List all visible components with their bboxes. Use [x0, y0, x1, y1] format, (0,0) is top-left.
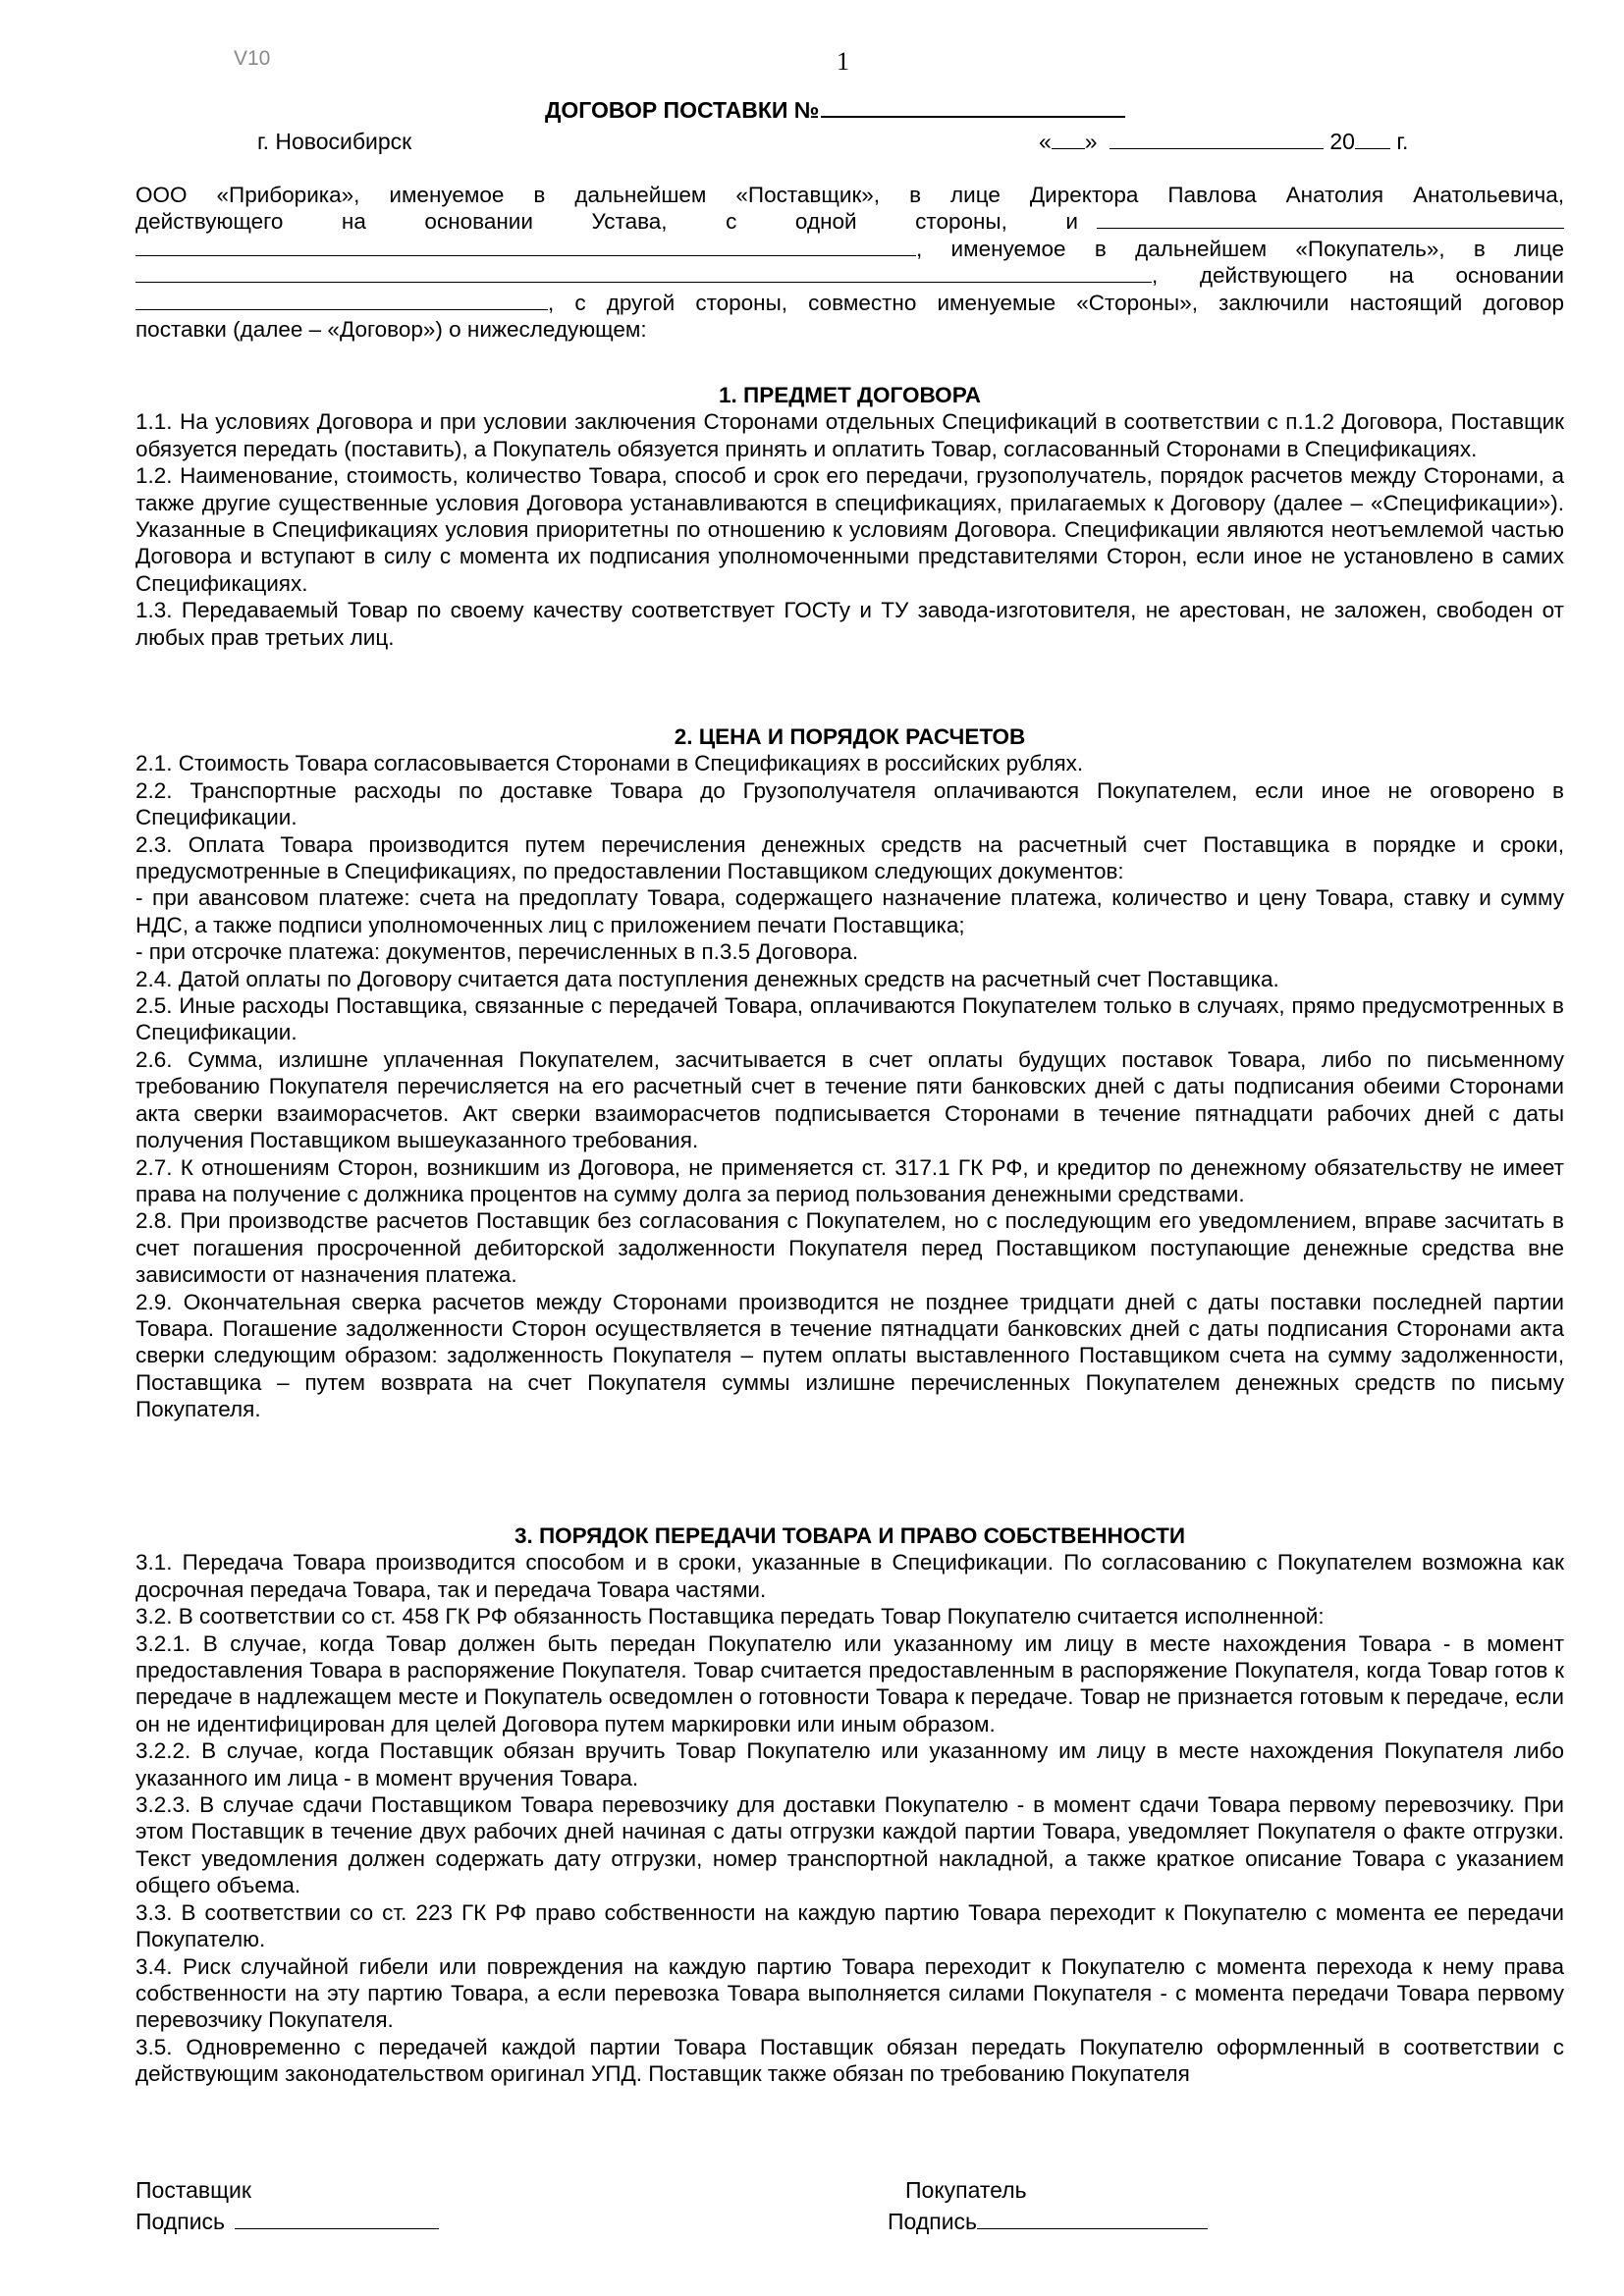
clause: 2.2. Транспортные расходы по доставке Товара до Грузополучателя оплачиваются Покупателем, если иное не оговорено в Спецификации. — [135, 777, 1564, 830]
preamble-line-1: ООО «Приборика», именуемое в дальнейшем «Поставщик», в лице Директора Павлова Анатолия Анатольевича, — [135, 183, 1564, 207]
clause-bullet: - при авансовом платеже: счета на предоплату Товара, содержащего назначение платежа, количество и цену Товара, ставку и сумму НДС, а также подписи уполномоченных лиц с приложением печати Поставщика; — [135, 885, 1564, 937]
clause: 3.3. В соответствии со ст. 223 ГК РФ право собственности на каждую партию Товара переходит к Покупателю с момента ее передачи Покупателю. — [135, 1899, 1564, 1952]
clause-bullet: - при отсрочке платежа: документов, перечисленных в п.3.5 Договора. — [135, 939, 859, 965]
clause: 1.3. Передаваемый Товар по своему качеству соответствует ГОСТу и ТУ завода-изготовителя, не арестован, не заложен, свободен от любых прав третьих лиц. — [135, 598, 1564, 650]
preamble-line-3 — [135, 236, 1564, 262]
buyer-representative-blank — [135, 263, 1152, 283]
contract-title — [545, 97, 1125, 124]
clause: 3.2. В соответствии со ст. 458 ГК РФ обязанность Поставщика передать Товар Покупателю считается исполненной: — [135, 1604, 1325, 1629]
preamble-line-4-text: , действующего на основании — [1152, 263, 1564, 289]
buyer-name-blank-1 — [1097, 209, 1564, 229]
clause: 2.7. К отношениям Сторон, возникшим из Договора, не применяется ст. 317.1 ГК РФ, и кредитор по денежному обязательству не имеет права на получение с должника процентов на сумму долга за период пользования денежными средствами. — [135, 1154, 1564, 1206]
buyer-name-blank-2 — [135, 237, 916, 256]
buyer-label: Покупатель — [905, 2177, 1027, 2203]
preamble-line-2-text: действующего на основании Устава, с одной стороны, и — [135, 209, 1078, 235]
preamble-line-4 — [135, 262, 1564, 289]
version-label: V10 — [234, 47, 271, 70]
supplier-signature — [135, 2209, 439, 2235]
clause: 2.8. При производстве расчетов Поставщик без согласования с Покупателем, но с последующим его уведомлением, вправе засчитать в счет погашения просроченной дебиторской задолженности Покупателя перед Поставщиком поступающие денежные средства вне зависимости от назначения платежа. — [135, 1208, 1564, 1288]
section-heading: 2. ЦЕНА И ПОРЯДОК РАСЧЕТОВ — [674, 724, 1026, 749]
section-subject — [135, 382, 1564, 651]
contract-title-text: ДОГОВОР ПОСТАВКИ № — [545, 97, 820, 123]
clause: 2.3. Оплата Товара производится путем перечисления денежных средств на расчетный счет Поставщика в порядке и сроки, предусмотренные в Спецификациях, по предоставлении Поставщиком следующих документов: — [135, 831, 1564, 884]
clause: 3.2.3. В случае сдачи Поставщиком Товара перевозчику для доставки Покупателю - в момент сдачи Товара первому перевозчику. При этом Поставщик в течение двух рабочих дней начиная с даты отгрузки каждой партии Товара, уведомляет Покупателя о факте отгрузки. Текст уведомления должен содержать дату отгрузки, номер транспортной накладной, а также краткое описание Товара с указанием общего объема. — [135, 1792, 1564, 1898]
clause: 3.2.1. В случае, когда Товар должен быть передан Покупателю или указанному им лицу в месте нахождения Товара - в момент предоставления Товара в распоряжение Покупателя. Товар считается предоставленным в распоряжение Покупателя, когда Товар готов к передаче в надлежащем месте и Покупатель осведомлен о готовности Товара к передаче. Товар не признается готовым к передаче, если он не идентифицирован для целей Договора путем маркировки или иным образом. — [135, 1630, 1564, 1736]
clause: 3.5. Одновременно с передачей каждой партии Товара Поставщик обязан передать Покупателю оформленный в соответствии с действующим законодательством оригинал УПД. Поставщик также обязан по требованию Покупателя — [135, 2034, 1564, 2087]
clause: 2.5. Иные расходы Поставщика, связанные с передачей Товара, оплачиваются Покупателем только в случаях, прямо предусмотренных в Спецификации. — [135, 993, 1564, 1045]
clause: 3.4. Риск случайной гибели или повреждения на каждую партию Товара переходит к Покупателю с момента перехода к нему права собственности на эту партию Товара, а если перевозка Товара выполняется силами Покупателя - с момента передачи Товара первому перевозчику Покупателя. — [135, 1953, 1564, 2033]
supplier-signature-label: Подпись — [135, 2209, 226, 2234]
year-prefix: 20 — [1329, 129, 1355, 154]
clause: 3.2.2. В случае, когда Поставщик обязан вручить Товар Покупателю или указанному им лицу в месте нахождения Покупателя либо указанного им лица - в момент вручения Товара. — [135, 1738, 1564, 1790]
preamble-line-6: поставки (далее – «Договор») о нижеследующем: — [135, 317, 647, 343]
preamble — [135, 182, 1564, 343]
page-number: 1 — [837, 47, 849, 76]
buyer-signature — [888, 2209, 1208, 2235]
clause: 2.4. Датой оплаты по Договору считается дата поступления денежных средств на расчетный счет Поставщика. — [135, 966, 1279, 991]
day-blank — [1052, 130, 1085, 149]
buyer-basis-blank — [135, 291, 548, 310]
section-transfer-ownership — [135, 1522, 1564, 2088]
clause: 1.1. На условиях Договора и при условии заключения Сторонами отдельных Спецификаций в соответствии с п.1.2 Договора, Поставщик обязуется передать (поставить), а Покупатель обязуется принять и оплатить Товар, согласованный Сторонами в Спецификациях. — [135, 409, 1564, 461]
date-close-quote: » — [1084, 129, 1098, 154]
preamble-line-2 — [135, 208, 1564, 235]
clause: 2.9. Окончательная сверка расчетов между Сторонами производится не позднее тридцати дней с даты поставки последней партии Товара. Погашение задолженности Сторон осуществляется в течение пятнадцати банковских дней с даты подписания Сторонами акта сверки следующим образом: задолженность Покупателя – путем оплаты выставленного Поставщиком счета на сумму задолженности, Поставщика – путем возврата на счет Покупателя суммы излишне перечисленных Покупателем денежных средств по письму Покупателя. — [135, 1289, 1564, 1422]
preamble-line-5-text: , с другой стороны, совместно именуемые «Стороны», заключили настоящий договор — [548, 290, 1564, 315]
preamble-line-5 — [135, 290, 1564, 316]
buyer-signature-line — [977, 2210, 1208, 2229]
supplier-signature-line — [235, 2210, 439, 2229]
supplier-label: Поставщик — [135, 2177, 251, 2203]
date-open-quote: « — [1039, 129, 1052, 154]
clause: 1.2. Наименование, стоимость, количество Товара, способ и срок его передачи, грузополучатель, порядок расчетов между Сторонами, а также другие существенные условия Договора устанавливаются в спецификациях, прилагаемых к Договору (далее – «Спецификации»). Указанные в Спецификациях условия приоритетны по отношению к условиям Договора. Спецификации являются неотъемлемой частью Договора и вступают в силу с момента их подписания уполномоченными представителями Сторон, если иное не установлено в самих Спецификациях. — [135, 463, 1564, 596]
clause: 3.1. Передача Товара производится способом и в сроки, указанные в Спецификации. По согласованию с Покупателем возможна как досрочная передача Товара, так и передача Товара частями. — [135, 1550, 1564, 1602]
month-blank — [1110, 130, 1324, 149]
contract-number-blank — [821, 98, 1125, 118]
section-heading: 1. ПРЕДМЕТ ДОГОВОРА — [719, 383, 981, 407]
clause: 2.1. Стоимость Товара согласовывается Сторонами в Спецификациях в российских рублях. — [135, 751, 1084, 776]
contract-date — [1039, 129, 1408, 155]
year-suffix: г. — [1396, 129, 1409, 154]
buyer-signature-label: Подпись — [888, 2209, 978, 2234]
contract-city: г. Новосибирск — [257, 129, 412, 154]
section-price-payment — [135, 723, 1564, 1423]
preamble-line-3-text: , именуемое в дальнейшем «Покупатель», в лице — [916, 236, 1564, 261]
clause: 2.6. Сумма, излишне уплаченная Покупателем, засчитывается в счет оплаты будущих поставок Товара, либо по письменному требованию Покупателя перечисляется на его расчетный счет в течение пяти банковских дней с даты подписания обеими Сторонами акта сверки взаиморасчетов. Акт сверки взаиморасчетов подписывается Сторонами в течение пятнадцати рабочих дней с даты получения Поставщиком вышеуказанного требования. — [135, 1046, 1564, 1153]
year-blank — [1355, 130, 1390, 149]
section-heading: 3. ПОРЯДОК ПЕРЕДАЧИ ТОВАРА И ПРАВО СОБСТВЕННОСТИ — [514, 1523, 1186, 1548]
